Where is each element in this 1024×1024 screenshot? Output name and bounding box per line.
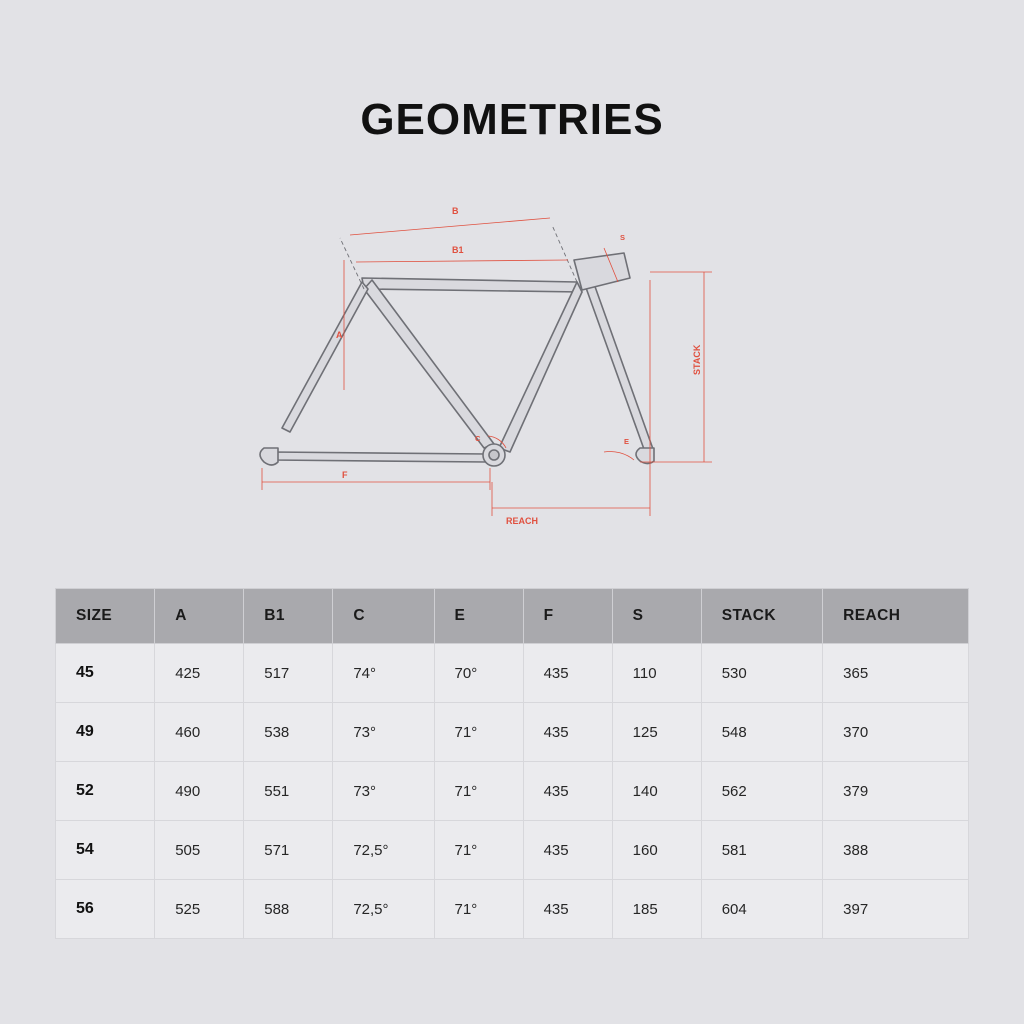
diagram-label-f: F <box>342 470 348 480</box>
diagram-label-b1: B1 <box>452 245 464 255</box>
cell-reach: 397 <box>823 880 969 939</box>
column-header-b1: B1 <box>244 589 333 644</box>
cell-e: 71° <box>434 880 523 939</box>
cell-b1: 571 <box>244 821 333 880</box>
cell-f: 435 <box>523 762 612 821</box>
geometry-table-container <box>55 588 969 939</box>
geometry-table <box>55 588 969 939</box>
cell-c: 73° <box>333 762 434 821</box>
table-row <box>56 821 969 880</box>
column-header-reach: REACH <box>823 589 969 644</box>
cell-a: 490 <box>155 762 244 821</box>
cell-e: 71° <box>434 762 523 821</box>
cell-a: 425 <box>155 644 244 703</box>
cell-c: 72,5° <box>333 880 434 939</box>
table-row <box>56 762 969 821</box>
cell-size: 54 <box>56 821 155 880</box>
diagram-label-a: A <box>336 330 343 340</box>
cell-s: 125 <box>612 703 701 762</box>
cell-size: 56 <box>56 880 155 939</box>
cell-a: 525 <box>155 880 244 939</box>
cell-s: 185 <box>612 880 701 939</box>
cell-c: 73° <box>333 703 434 762</box>
diagram-label-b: B <box>452 206 459 216</box>
cell-size: 49 <box>56 703 155 762</box>
cell-reach: 388 <box>823 821 969 880</box>
cell-f: 435 <box>523 880 612 939</box>
cell-stack: 604 <box>701 880 822 939</box>
cell-b1: 588 <box>244 880 333 939</box>
cell-s: 110 <box>612 644 701 703</box>
diagram-label-c: C <box>475 434 481 443</box>
frame-geometry-diagram <box>0 190 1024 560</box>
table-row <box>56 703 969 762</box>
cell-reach: 379 <box>823 762 969 821</box>
cell-c: 74° <box>333 644 434 703</box>
bike-frame-svg <box>252 190 772 540</box>
diagram-label-s: S <box>620 233 626 242</box>
cell-f: 435 <box>523 644 612 703</box>
cell-stack: 562 <box>701 762 822 821</box>
cell-stack: 548 <box>701 703 822 762</box>
cell-size: 45 <box>56 644 155 703</box>
table-header-row <box>56 589 969 644</box>
diagram-label-stack: STACK <box>692 344 702 375</box>
cell-s: 140 <box>612 762 701 821</box>
cell-b1: 538 <box>244 703 333 762</box>
column-header-c: C <box>333 589 434 644</box>
cell-c: 72,5° <box>333 821 434 880</box>
cell-b1: 551 <box>244 762 333 821</box>
table-row <box>56 644 969 703</box>
column-header-f: F <box>523 589 612 644</box>
cell-a: 505 <box>155 821 244 880</box>
cell-f: 435 <box>523 821 612 880</box>
cell-b1: 517 <box>244 644 333 703</box>
diagram-label-e: E <box>624 437 630 446</box>
cell-stack: 530 <box>701 644 822 703</box>
cell-stack: 581 <box>701 821 822 880</box>
page-title: GEOMETRIES <box>360 95 664 144</box>
cell-e: 70° <box>434 644 523 703</box>
cell-size: 52 <box>56 762 155 821</box>
diagram-label-reach: REACH <box>506 516 539 526</box>
cell-reach: 370 <box>823 703 969 762</box>
cell-reach: 365 <box>823 644 969 703</box>
cell-a: 460 <box>155 703 244 762</box>
table-row <box>56 880 969 939</box>
column-header-size: SIZE <box>56 589 155 644</box>
cell-e: 71° <box>434 821 523 880</box>
column-header-e: E <box>434 589 523 644</box>
column-header-s: S <box>612 589 701 644</box>
cell-f: 435 <box>523 703 612 762</box>
cell-s: 160 <box>612 821 701 880</box>
cell-e: 71° <box>434 703 523 762</box>
column-header-stack: STACK <box>701 589 822 644</box>
column-header-a: A <box>155 589 244 644</box>
